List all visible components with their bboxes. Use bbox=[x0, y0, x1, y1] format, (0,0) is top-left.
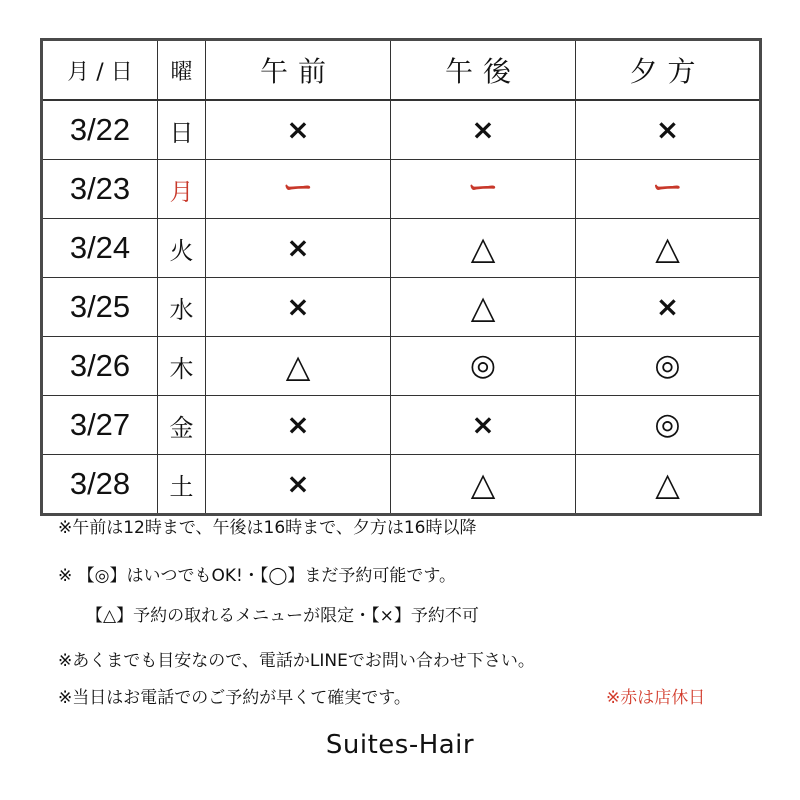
table-row bbox=[42, 455, 761, 515]
evening-availability-symbol: × bbox=[655, 113, 680, 146]
evening-availability-symbol: △ bbox=[655, 465, 680, 503]
morning-availability-cell bbox=[206, 337, 391, 396]
morning-availability-cell bbox=[206, 100, 391, 160]
note-symbol-legend-2: 【△】予約の取れるメニューが限定・【×】予約不可 bbox=[86, 606, 479, 626]
reservation-availability-table bbox=[40, 38, 762, 516]
evening-availability-cell bbox=[576, 160, 761, 219]
morning-availability-symbol: × bbox=[286, 231, 310, 264]
evening-availability-cell bbox=[576, 278, 761, 337]
date-cell: 3/23 bbox=[42, 160, 158, 219]
note-symbol-legend-1: ※ 【◎】はいつでもOK!・【◯】まだ予約可能です。 bbox=[58, 566, 456, 586]
salon-name: Suites-Hair bbox=[325, 730, 475, 760]
evening-availability-cell bbox=[576, 337, 761, 396]
evening-availability-cell bbox=[576, 100, 761, 160]
note-time-definitions: ※午前は12時まで、午後は16時まで、夕方は16時以降 bbox=[58, 518, 477, 538]
table-row bbox=[42, 219, 761, 278]
morning-availability-symbol: △ bbox=[285, 347, 311, 385]
morning-availability-cell bbox=[206, 396, 391, 455]
day-of-week-cell: 月 bbox=[158, 160, 206, 219]
afternoon-availability-cell bbox=[391, 219, 576, 278]
afternoon-availability-cell bbox=[391, 160, 576, 219]
table-body bbox=[42, 100, 761, 515]
date-cell: 3/28 bbox=[42, 455, 158, 515]
morning-availability-symbol: × bbox=[286, 113, 310, 146]
day-of-week-cell: 水 bbox=[158, 278, 206, 337]
date-cell: 3/26 bbox=[42, 337, 158, 396]
afternoon-availability-symbol: ー bbox=[468, 171, 498, 206]
day-of-week-cell: 火 bbox=[158, 219, 206, 278]
morning-availability-cell bbox=[206, 278, 391, 337]
afternoon-availability-symbol: △ bbox=[470, 229, 496, 267]
table-row bbox=[42, 337, 761, 396]
morning-availability-cell bbox=[206, 455, 391, 515]
date-cell: 3/22 bbox=[42, 100, 158, 160]
note-same-day-booking: ※当日はお電話でのご予約が早くて確実です。 bbox=[58, 688, 411, 708]
afternoon-availability-symbol: ◎ bbox=[469, 348, 497, 383]
afternoon-availability-symbol: △ bbox=[470, 465, 496, 503]
morning-availability-cell bbox=[206, 160, 391, 219]
date-cell: 3/27 bbox=[42, 396, 158, 455]
header-evening: 夕方 bbox=[576, 40, 761, 101]
afternoon-availability-cell bbox=[391, 455, 576, 515]
header-afternoon: 午後 bbox=[391, 40, 576, 101]
day-of-week-cell: 日 bbox=[158, 100, 206, 160]
header-morning: 午前 bbox=[206, 40, 391, 101]
table-row bbox=[42, 278, 761, 337]
evening-availability-cell bbox=[576, 396, 761, 455]
afternoon-availability-cell bbox=[391, 100, 576, 160]
day-of-week-cell: 金 bbox=[158, 396, 206, 455]
evening-availability-symbol: ◎ bbox=[654, 407, 681, 442]
afternoon-availability-cell bbox=[391, 278, 576, 337]
afternoon-availability-symbol: × bbox=[471, 408, 495, 441]
table-row bbox=[42, 100, 761, 160]
evening-availability-cell bbox=[576, 455, 761, 515]
afternoon-availability-cell bbox=[391, 337, 576, 396]
evening-availability-symbol: ー bbox=[652, 171, 683, 206]
evening-availability-symbol: △ bbox=[655, 229, 680, 267]
afternoon-availability-symbol: × bbox=[471, 113, 495, 146]
evening-availability-symbol: ◎ bbox=[654, 348, 681, 383]
evening-availability-cell bbox=[576, 219, 761, 278]
date-cell: 3/24 bbox=[42, 219, 158, 278]
day-of-week-cell: 土 bbox=[158, 455, 206, 515]
afternoon-availability-symbol: △ bbox=[470, 288, 496, 326]
morning-availability-symbol: × bbox=[286, 290, 310, 323]
evening-availability-symbol: × bbox=[655, 290, 680, 323]
note-holiday-legend: ※赤は店休日 bbox=[606, 688, 706, 708]
table-header-row bbox=[42, 40, 761, 101]
table-row bbox=[42, 396, 761, 455]
day-of-week-cell: 木 bbox=[158, 337, 206, 396]
morning-availability-cell bbox=[206, 219, 391, 278]
header-day-of-week: 曜 bbox=[158, 40, 206, 101]
header-date: 月 / 日 bbox=[42, 40, 158, 101]
note-contact-info: ※あくまでも目安なので、電話かLINEでお問い合わせ下さい。 bbox=[58, 651, 535, 671]
date-cell: 3/25 bbox=[42, 278, 158, 337]
afternoon-availability-cell bbox=[391, 396, 576, 455]
morning-availability-symbol: ー bbox=[283, 171, 313, 206]
morning-availability-symbol: × bbox=[286, 467, 310, 500]
table-row bbox=[42, 160, 761, 219]
morning-availability-symbol: × bbox=[286, 408, 310, 441]
